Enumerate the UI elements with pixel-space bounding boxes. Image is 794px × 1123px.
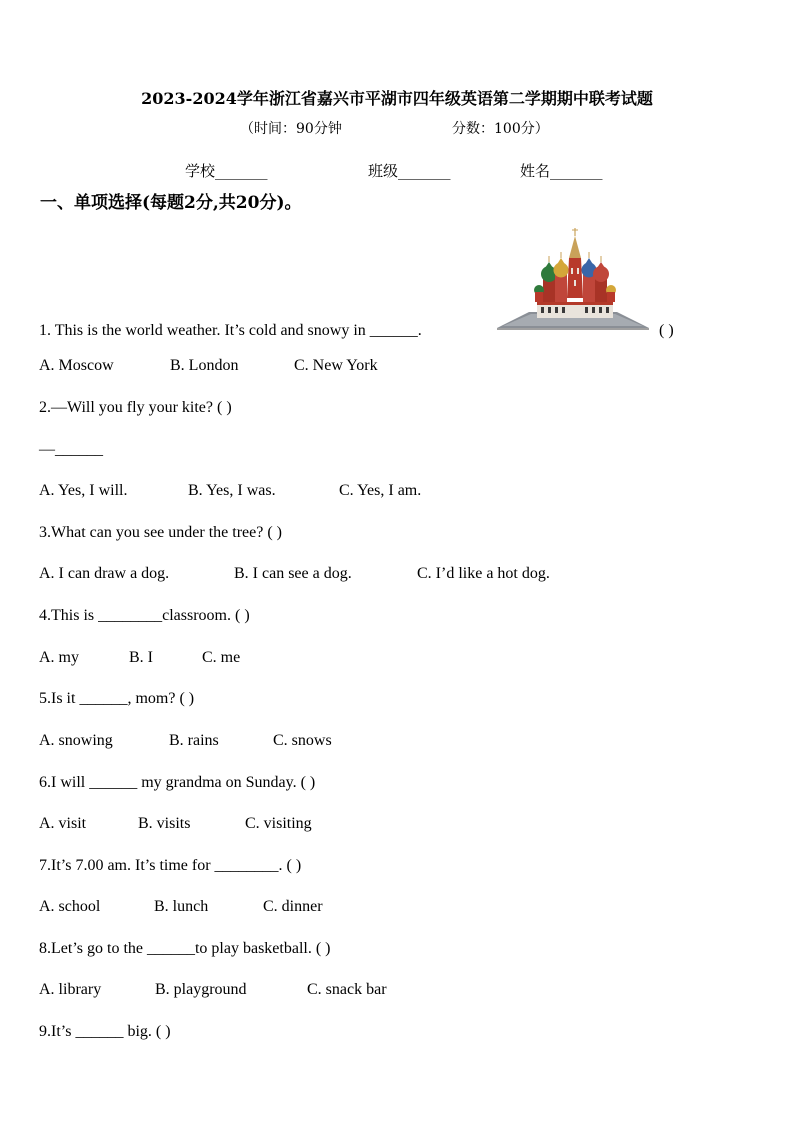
exam-score: 分数：100分）	[452, 121, 549, 137]
question-5: 5.Is it ______, mom? ( )	[39, 690, 195, 707]
exam-title: 2023-2024学年浙江省嘉兴市平湖市四年级英语第二学期期中联考试题	[141, 89, 653, 108]
q7-option-a: A. school	[39, 898, 101, 915]
q2-option-b: B. Yes, I was.	[188, 482, 276, 499]
q5-option-a: A. snowing	[39, 732, 113, 749]
school-field: 学校_______	[185, 162, 268, 180]
question-6: 6.I will ______ my grandma on Sunday. ( )	[39, 774, 316, 791]
q8-option-b: B. playground	[155, 981, 247, 998]
q1-option-a: A. Moscow	[39, 357, 114, 374]
q2-answer-line: —______	[39, 441, 103, 458]
q2-option-c: C. Yes, I am.	[339, 482, 422, 499]
q7-option-b: B. lunch	[154, 898, 209, 915]
q5-option-c: C. snows	[273, 732, 332, 749]
question-8: 8.Let’s go to the ______to play basketball. ( )	[39, 940, 331, 957]
q4-option-a: A. my	[39, 649, 79, 666]
cathedral-picture	[497, 228, 649, 330]
question-7: 7.It’s 7.00 am. It’s time for ________. ( )	[39, 857, 302, 874]
question-9: 9.It’s ______ big. ( )	[39, 1023, 171, 1040]
exam-time: （时间：90分钟	[240, 121, 342, 137]
answer-bracket-1: ( )	[659, 322, 674, 339]
q4-option-c: C. me	[202, 649, 241, 666]
q7-option-c: C. dinner	[263, 898, 323, 915]
q6-option-a: A. visit	[39, 815, 87, 832]
question-1: 1. This is the world weather. It’s cold and snowy in ______.	[39, 322, 422, 339]
question-2: 2.—Will you fly your kite? ( )	[39, 399, 232, 416]
question-3: 3.What can you see under the tree? ( )	[39, 524, 282, 541]
q3-option-b: B. I can see a dog.	[234, 565, 352, 582]
class-field: 班级_______	[368, 162, 451, 180]
q4-option-b: B. I	[129, 649, 153, 666]
name-field: 姓名_______	[520, 162, 603, 180]
exam-subtitle	[240, 118, 549, 138]
question-4: 4.This is ________classroom. ( )	[39, 607, 250, 624]
q3-option-c: C. I’d like a hot dog.	[417, 565, 550, 582]
q8-option-c: C. snack bar	[307, 981, 387, 998]
section-heading: 一、单项选择(每题2分,共20分)。	[40, 193, 302, 213]
q1-option-c: C. New York	[294, 357, 378, 374]
q3-option-a: A. I can draw a dog.	[39, 565, 170, 582]
q6-option-c: C. visiting	[245, 815, 312, 832]
q5-option-b: B. rains	[169, 732, 219, 749]
q6-option-b: B. visits	[138, 815, 191, 832]
q8-option-a: A. library	[39, 981, 102, 998]
q1-option-b: B. London	[170, 357, 239, 374]
q2-option-a: A. Yes, I will.	[39, 482, 128, 499]
